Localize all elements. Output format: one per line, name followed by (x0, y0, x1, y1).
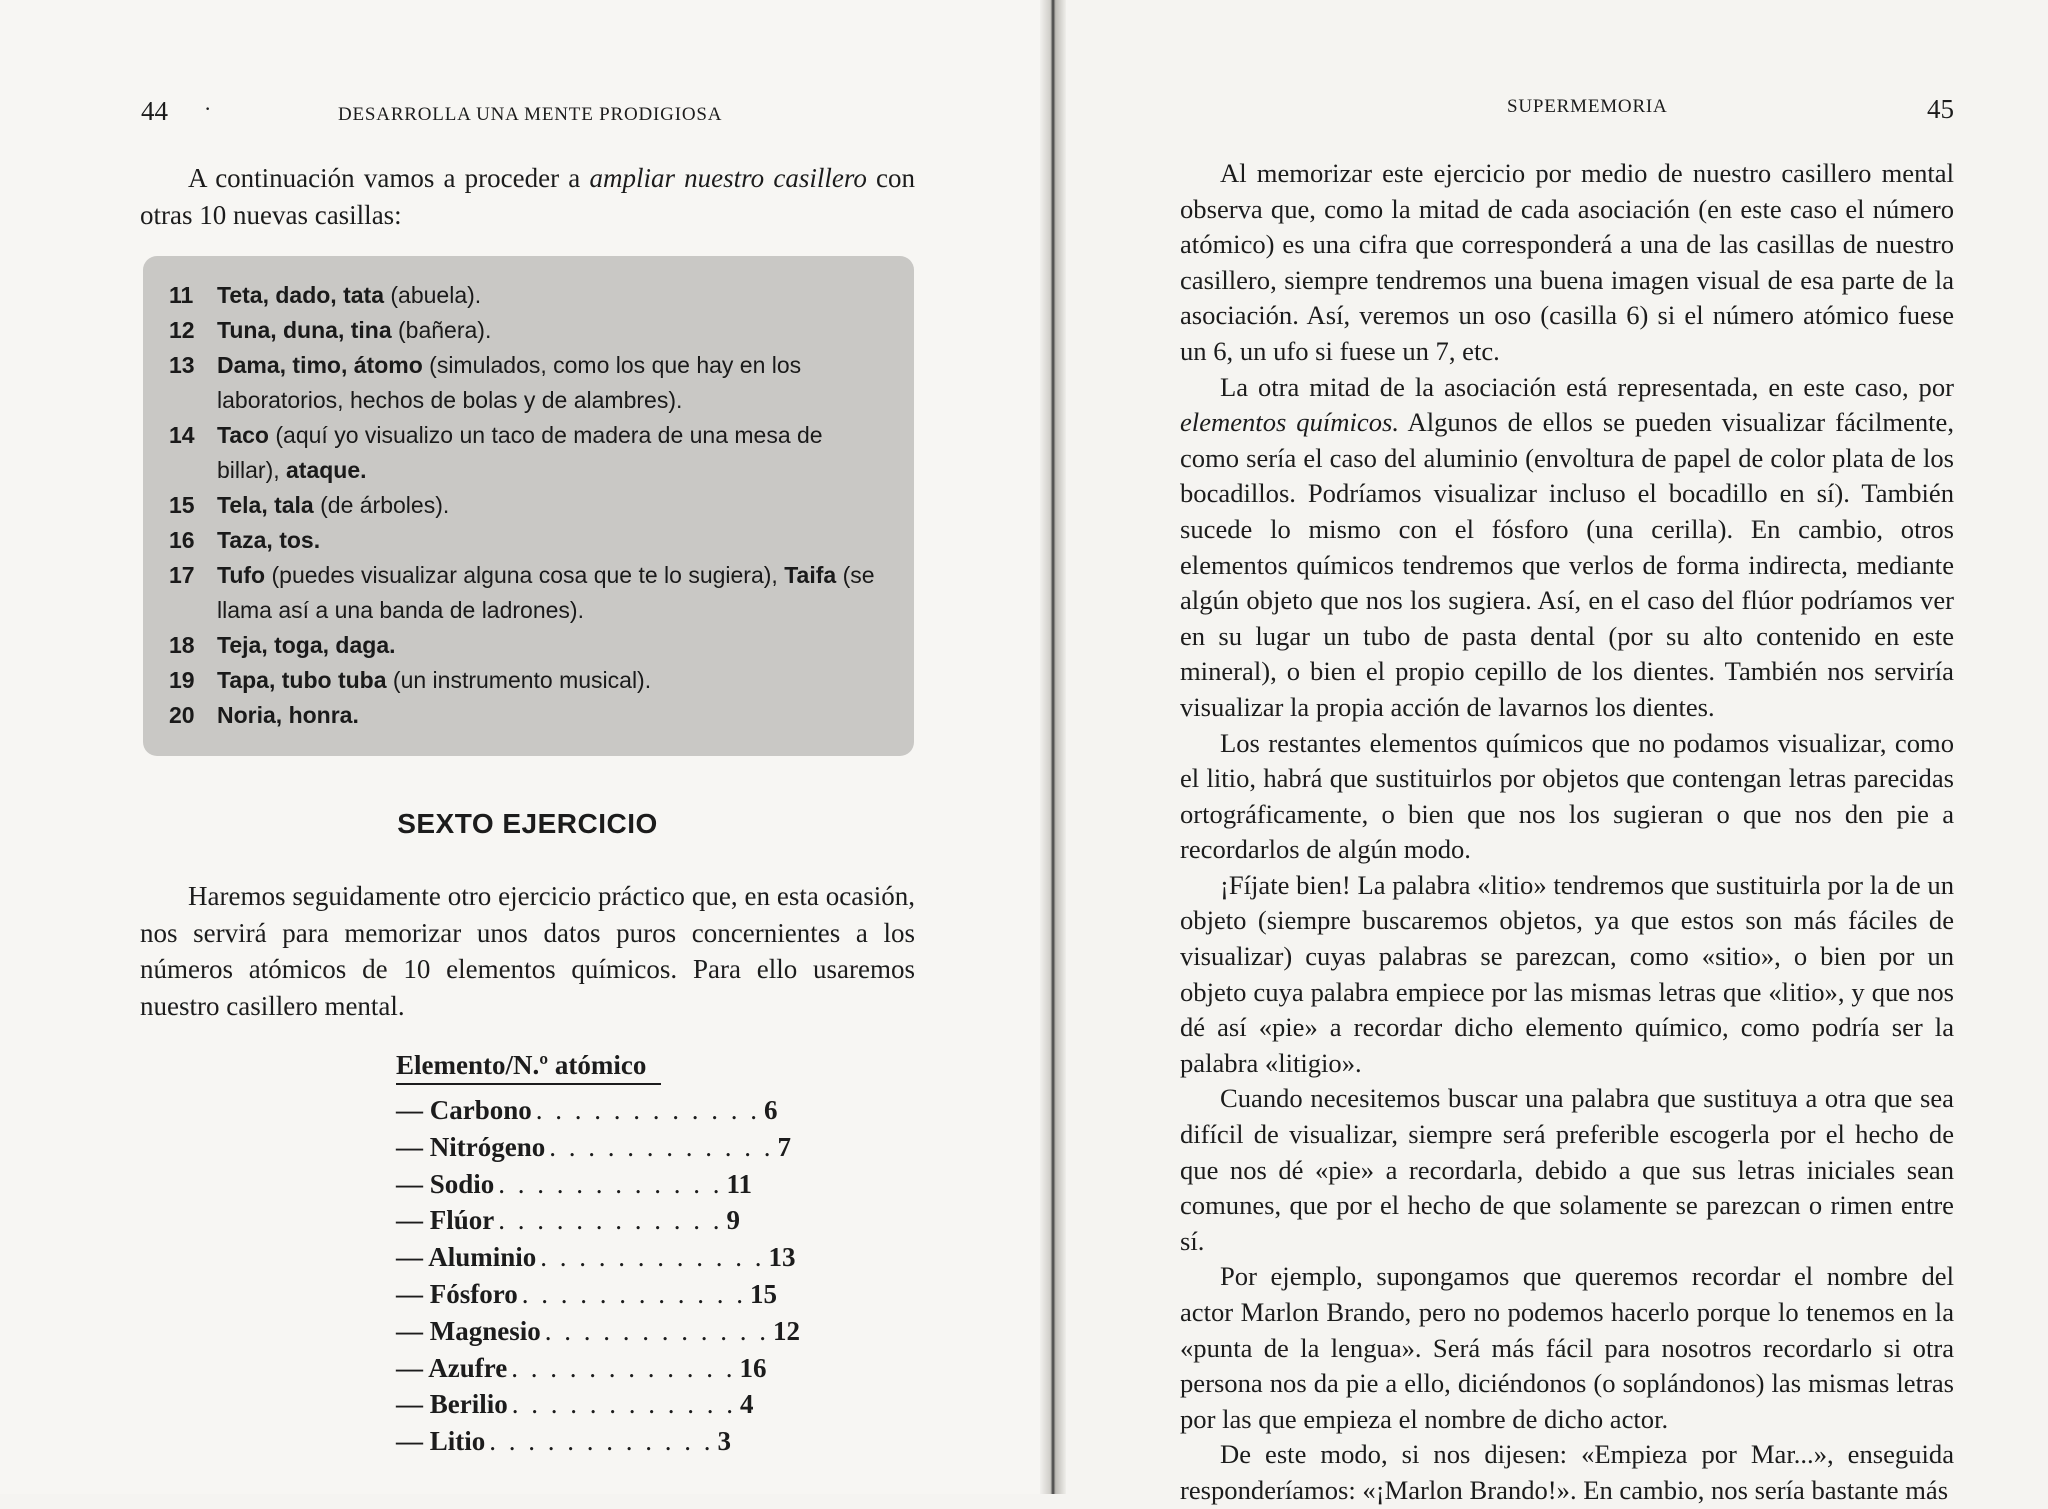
book-gutter (1040, 0, 1066, 1494)
peg-keywords: Tela, tala (217, 492, 314, 518)
element-name: — Aluminio (396, 1242, 537, 1273)
peg-keywords-2: Taifa (784, 562, 837, 588)
peg-number: 11 (169, 282, 194, 308)
peg-number: 13 (169, 352, 195, 378)
element-name: — Nitrógeno (396, 1131, 546, 1162)
element-name: — Sodio (396, 1168, 495, 1199)
peg-note: (abuela). (384, 282, 482, 308)
dot-leader: . . . . . . . . . . . . (498, 1168, 723, 1199)
peg-note-2: (se llama así a una banda de ladrones). (217, 562, 875, 623)
dot-leader: . . . . . . . . . . . . (511, 1389, 736, 1420)
peg-text (217, 628, 886, 663)
peg-number: 20 (169, 702, 195, 728)
peg-item (169, 663, 886, 698)
dot-leader: . . . . . . . . . . . . (535, 1095, 761, 1125)
atomic-number: 11 (726, 1168, 753, 1199)
peg-item (169, 698, 886, 733)
element-name: — Magnesio (396, 1315, 541, 1346)
elements-table (396, 1050, 800, 1463)
body-paragraph (1180, 370, 1954, 726)
body-paragraph: Los restantes elementos químicos que no podamos visualizar, como el litio, habrá que sustituirlos por objetos que contengan letras parecidas ortográficamente, o bien que nos los sugieran o que nos den pie a recordarlos de algún modo. (1180, 727, 1954, 865)
peg-text (217, 663, 886, 698)
peg-keywords: Teta, dado, tata (217, 282, 384, 308)
peg-keywords: Noria, honra. (217, 702, 359, 728)
peg-item (169, 348, 886, 418)
peg-keywords: Dama, timo, átomo (217, 352, 423, 378)
peg-item (169, 278, 886, 313)
element-name: — Carbono (396, 1095, 532, 1125)
peg-number: 16 (169, 527, 195, 553)
peg-number: 19 (169, 667, 195, 693)
element-name: — Fósforo (396, 1278, 518, 1309)
dot-leader: . . . . . . . . . . . . (544, 1315, 769, 1346)
dot-leader: . . . . . . . . . . . . (540, 1242, 765, 1273)
peg-item (169, 418, 886, 488)
peg-keywords: Taza, tos. (217, 527, 321, 553)
element-row (396, 1205, 740, 1242)
peg-text (217, 698, 886, 733)
peg-text (217, 313, 886, 348)
elements-table-header: Elemento/N.º atómico (396, 1050, 661, 1085)
peg-keywords: Taco (217, 422, 269, 448)
atomic-number: 3 (717, 1426, 732, 1457)
element-row (396, 1389, 754, 1426)
element-row (396, 1131, 791, 1169)
peg-item (169, 523, 886, 558)
atomic-number: 4 (739, 1389, 754, 1420)
element-row (396, 1426, 732, 1463)
atomic-number: 6 (764, 1095, 778, 1125)
peg-text (217, 523, 886, 558)
element-row (396, 1315, 800, 1353)
peg-keywords: Teja, toga, daga. (217, 632, 396, 658)
peg-note: (puedes visualizar alguna cosa que te lo sugiera), (265, 562, 785, 588)
peg-text (217, 278, 886, 313)
element-row (396, 1168, 753, 1206)
element-name: — Flúor (396, 1205, 495, 1236)
atomic-number: 16 (739, 1352, 767, 1383)
body-paragraph: Cuando necesitemos buscar una palabra que sustituya a otra que sea difícil de visualizar, siempre será preferible escogerla por el hecho de que nos dé «pie» a recordarla, debido a que sus letras iniciales sean comunes, que por el hecho de que solamente se parezcan o rimen entre sí. (1180, 1083, 1954, 1256)
peg-note: (simulados, como los que hay en los laboratorios, hechos de bolas y de alambres). (217, 352, 802, 413)
paragraph-emphasis: elementos químicos. (1180, 407, 1399, 438)
exercise-paragraph: Haremos seguidamente otro ejercicio práctico que, en esta ocasión, nos servirá para memorizar unos datos puros concernientes a los números atómicos de 10 elementos químicos. Para ello usaremos nuestro casillero mental. (140, 881, 915, 1021)
peg-item (169, 558, 886, 628)
peg-note: (bañera). (391, 317, 492, 343)
peg-item (169, 488, 886, 523)
dot-leader: . . . . . . . . . . . . (549, 1131, 774, 1162)
dot-leader: . . . . . . . . . . . . (498, 1205, 723, 1236)
atomic-number: 13 (768, 1242, 796, 1273)
intro-emphasis: ampliar nuestro casillero (589, 163, 867, 193)
peg-text (217, 418, 886, 488)
body-paragraph: Al memorizar este ejercicio por medio de nuestro casillero mental observa que, como la mitad de cada asociación (en este caso el número atómico) es una cifra que corresponderá a una de las casillas de nuestro casillero, siempre tendremos una buena imagen visual de esa parte de la asociación. Así, veremos un oso (casilla 6) si el número atómico fuese un 6, un ufo si fuese un 7, etc. (1180, 158, 1954, 366)
element-row (396, 1095, 778, 1132)
peg-note: (un instrumento musical). (386, 667, 652, 693)
dot-leader: . . . . . . . . . . . . (511, 1352, 736, 1383)
peg-keywords: Tuna, duna, tina (217, 317, 392, 343)
peg-list-box (143, 256, 914, 756)
intro-paragraph (140, 160, 915, 234)
atomic-number: 9 (726, 1205, 740, 1236)
body-paragraph: Por ejemplo, supongamos que queremos recordar el nombre del actor Marlon Brando, pero no podemos hacerlo porque lo tenemos en la «punta de la lengua». Será más fácil para nosotros recordarlo si otra persona nos da pie a ello, diciéndonos (o soplándonos) las mismas letras por las que empieza el nombre de dicho actor. (1180, 1261, 1954, 1434)
peg-text (217, 558, 886, 628)
peg-keywords: Tapa, tubo tuba (217, 667, 387, 693)
dot-leader: . . . . . . . . . . . . (521, 1278, 746, 1309)
element-row (396, 1352, 767, 1390)
right-page-body (1180, 156, 1954, 1509)
peg-number: 12 (169, 317, 195, 343)
dot-leader: . . . . . . . . . . . . (489, 1426, 714, 1457)
header-separator: · (204, 96, 212, 121)
element-name: — Azufre (396, 1352, 508, 1383)
element-row (396, 1242, 796, 1279)
intro-text-end: con otras 10 nuevas casillas: (140, 163, 916, 230)
intro-text-start: A continuación vamos a proceder a (188, 163, 590, 193)
right-page-number: 45 (1927, 94, 1954, 124)
peg-note: (aquí yo visualizo un taco de madera de una mesa de billar), (217, 422, 823, 483)
element-name: — Litio (396, 1426, 486, 1457)
section-title: SEXTO EJERCICIO (397, 808, 658, 839)
element-name: — Berilio (396, 1389, 508, 1420)
peg-text (217, 348, 886, 418)
atomic-number: 7 (777, 1131, 791, 1162)
left-running-title: DESARROLLA UNA MENTE PRODIGIOSA (338, 104, 723, 125)
peg-item (169, 628, 886, 663)
body-paragraph: De este modo, si nos dijesen: «Empieza por Mar...», enseguida responderíamos: «¡Marlon Brando!». En cambio, nos sería bastante más (1180, 1439, 1954, 1505)
peg-item (169, 313, 886, 348)
peg-number: 18 (169, 632, 195, 658)
body-paragraph: ¡Fíjate bien! La palabra «litio» tendremos que sustituirla por la de un objeto (siempre buscaremos objetos, ya que estos son más fáciles de visualizar) cuyas palabras se parezcan, como «sitio», o bien por un objeto cuya palabra empiece por las mismas letras que «litio», y que nos dé así «pie» a recordar dicho elemento químico, como podría ser la palabra «litigio». (1180, 869, 1954, 1078)
peg-note: (de árboles). (313, 492, 450, 518)
peg-text (217, 488, 886, 523)
peg-number: 15 (169, 492, 195, 518)
right-running-title: SUPERMEMORIA (1507, 96, 1668, 117)
atomic-number: 12 (773, 1315, 800, 1346)
peg-keywords-2: ataque. (286, 457, 367, 483)
paragraph-text: La otra mitad de la asociación está representada, en este caso, por (1220, 371, 1954, 402)
element-row (396, 1278, 777, 1316)
peg-number: 14 (169, 422, 195, 448)
atomic-number: 15 (750, 1278, 777, 1309)
peg-number: 17 (169, 562, 195, 588)
elements-list (396, 1095, 800, 1463)
left-page-number: 44 (141, 96, 168, 126)
peg-keywords: Tufo (217, 562, 266, 588)
paragraph-text: Algunos de ellos se pueden visualizar fácilmente, como sería el caso del aluminio (envoltura de papel de color plata de los bocadillos. Podríamos visualizar incluso el bocadillo en sí). También sucede lo mismo con el fósforo (una cerilla). En cambio, otros elementos químicos tendremos que verlos de forma indirecta, mediante algún objeto que nos los sugiera. Así, en el caso del flúor podríamos ver en su lugar un tubo de pasta dental (por su alto contenido en este mineral), o bien el propio cepillo de los dientes. También nos serviría visualizar la propia acción de lavarnos los dientes. (1180, 407, 1954, 722)
